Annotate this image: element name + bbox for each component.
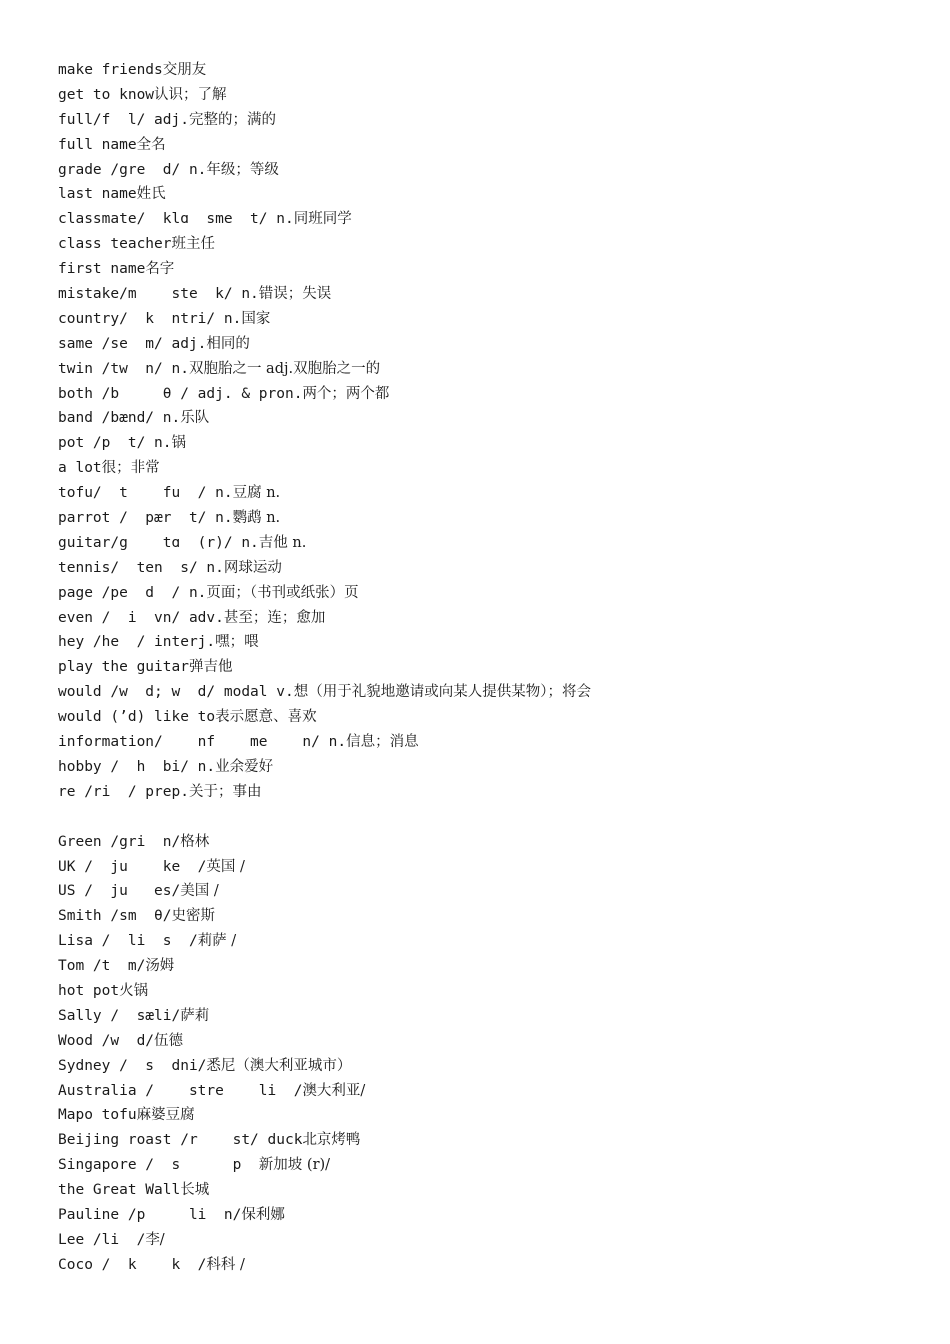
names-entry bbox=[58, 830, 591, 855]
chinese-meaning: 伍德 bbox=[154, 1032, 184, 1049]
english-term: same /se m/ adj. bbox=[58, 335, 207, 352]
words-entry bbox=[58, 755, 591, 780]
chinese-meaning: 错误；失误 bbox=[258, 286, 332, 303]
names-entry bbox=[58, 1103, 591, 1128]
names-entry bbox=[58, 855, 591, 880]
words-entry bbox=[58, 158, 591, 183]
english-term: Coco / k k / bbox=[58, 1256, 207, 1273]
words-entry bbox=[58, 481, 591, 506]
words-entry bbox=[58, 630, 591, 655]
english-term: play the guitar bbox=[58, 659, 189, 676]
english-term: country/ k ntri/ n. bbox=[58, 310, 242, 327]
english-term: Sydney / s dni/ bbox=[58, 1057, 207, 1074]
words-entry bbox=[58, 182, 591, 207]
chinese-meaning: 表示愿意、喜欢 bbox=[215, 709, 317, 726]
english-term: tofu/ t fu / n. bbox=[58, 485, 233, 502]
names-entry bbox=[58, 904, 591, 929]
english-term: Lisa / li s / bbox=[58, 933, 198, 950]
english-term: page /pe d / n. bbox=[58, 584, 207, 601]
words-entry bbox=[58, 431, 591, 456]
words-entry bbox=[58, 606, 591, 631]
chinese-meaning: 萨莉 bbox=[180, 1007, 210, 1024]
chinese-meaning: 关于；事由 bbox=[188, 783, 262, 800]
chinese-meaning: 锅 bbox=[171, 435, 186, 452]
english-term: mistake/m ste k/ n. bbox=[58, 286, 259, 303]
english-term: information/ nf me n/ n. bbox=[58, 734, 347, 751]
english-term: both /b θ / adj. & pron. bbox=[58, 385, 303, 402]
chinese-meaning: 悉尼（澳大利亚城市） bbox=[206, 1057, 352, 1074]
chinese-meaning: 业余爱好 bbox=[215, 758, 274, 775]
names-entry bbox=[58, 1079, 591, 1104]
chinese-meaning: 同班同学 bbox=[293, 211, 352, 228]
english-term: Wood /w d/ bbox=[58, 1032, 155, 1049]
english-term: Mapo tofu bbox=[58, 1107, 137, 1124]
words-entry bbox=[58, 332, 591, 357]
english-term: hey /he / interj. bbox=[58, 634, 216, 651]
words-entry bbox=[58, 282, 591, 307]
chinese-meaning: 信息；消息 bbox=[346, 734, 419, 751]
english-term: hobby / h bi/ n. bbox=[58, 758, 216, 775]
words-entry bbox=[58, 357, 591, 382]
chinese-meaning: 双胞胎之一 adj.双胞胎之一的 bbox=[188, 360, 381, 377]
words-entry bbox=[58, 207, 591, 232]
words-entry bbox=[58, 382, 591, 407]
english-term: Sally / sæli/ bbox=[58, 1007, 181, 1024]
english-term: first name bbox=[58, 261, 146, 278]
chinese-meaning: 想（用于礼貌地邀请或向某人提供某物）；将会 bbox=[293, 684, 591, 701]
chinese-meaning: 嘿；喂 bbox=[215, 634, 259, 651]
chinese-meaning: 北京烤鸭 bbox=[302, 1132, 361, 1149]
english-term: Smith /sm θ/ bbox=[58, 908, 172, 925]
english-term: pot /p t/ n. bbox=[58, 435, 172, 452]
chinese-meaning: 很；非常 bbox=[101, 460, 160, 477]
english-term: a lot bbox=[58, 460, 102, 477]
chinese-meaning: 鹦鹉 n. bbox=[232, 510, 281, 527]
names-entry bbox=[58, 1228, 591, 1253]
section-gap bbox=[58, 805, 591, 830]
names-entry bbox=[58, 954, 591, 979]
english-term: Beijing roast /r st/ duck bbox=[58, 1132, 303, 1149]
chinese-meaning: 格林 bbox=[180, 833, 210, 850]
chinese-meaning: 新加坡 (r)/ bbox=[258, 1157, 331, 1174]
names-entry bbox=[58, 1029, 591, 1054]
chinese-meaning: 吉他 n. bbox=[258, 534, 307, 551]
words-entry bbox=[58, 108, 591, 133]
chinese-meaning: 名字 bbox=[145, 261, 175, 278]
english-term: Green /gri n/ bbox=[58, 833, 181, 850]
words-entry bbox=[58, 83, 591, 108]
chinese-meaning: 麻婆豆腐 bbox=[136, 1107, 195, 1124]
english-term: hot pot bbox=[58, 982, 120, 999]
words-entry bbox=[58, 456, 591, 481]
english-term: tennis/ ten s/ n. bbox=[58, 559, 224, 576]
names-entry bbox=[58, 1004, 591, 1029]
vocabulary-list bbox=[58, 58, 591, 1278]
english-term: would (’d) like to bbox=[58, 709, 216, 726]
words-entry bbox=[58, 133, 591, 158]
names-entry bbox=[58, 879, 591, 904]
english-term: re /ri / prep. bbox=[58, 783, 189, 800]
english-term: class teacher bbox=[58, 236, 172, 253]
names-entry bbox=[58, 1253, 591, 1278]
english-term: make friends bbox=[58, 62, 163, 78]
chinese-meaning: 全名 bbox=[136, 136, 166, 153]
english-term: Tom /t m/ bbox=[58, 958, 146, 975]
words-entry bbox=[58, 680, 591, 705]
chinese-meaning: 国家 bbox=[241, 310, 271, 327]
chinese-meaning: 火锅 bbox=[119, 982, 149, 999]
chinese-meaning: 汤姆 bbox=[145, 958, 175, 975]
chinese-meaning: 美国 / bbox=[180, 883, 219, 900]
words-entry bbox=[58, 406, 591, 431]
chinese-meaning: 李/ bbox=[145, 1231, 165, 1248]
english-term: guitar/g tɑ (r)/ n. bbox=[58, 534, 259, 551]
words-entry bbox=[58, 655, 591, 680]
english-term: would /w d; w d/ modal v. bbox=[58, 684, 294, 701]
words-entry bbox=[58, 58, 591, 83]
english-term: grade /gre d/ n. bbox=[58, 161, 207, 178]
chinese-meaning: 年级；等级 bbox=[206, 161, 279, 178]
english-term: US / ju es/ bbox=[58, 883, 181, 900]
english-term: last name bbox=[58, 186, 137, 203]
english-term: Pauline /p li n/ bbox=[58, 1206, 242, 1223]
chinese-meaning: 甚至；连；愈加 bbox=[223, 609, 326, 626]
names-entry bbox=[58, 1054, 591, 1079]
english-term: the Great Wall bbox=[58, 1182, 181, 1199]
words-entry bbox=[58, 531, 591, 556]
chinese-meaning: 科科 / bbox=[206, 1256, 245, 1273]
chinese-meaning: 莉萨 / bbox=[197, 933, 237, 950]
english-term: even / i vn/ adv. bbox=[58, 609, 224, 626]
words-entry bbox=[58, 506, 591, 531]
chinese-meaning: 史密斯 bbox=[171, 908, 215, 925]
chinese-meaning: 认识；了解 bbox=[154, 86, 227, 103]
chinese-meaning: 网球运动 bbox=[223, 559, 282, 576]
names-entry bbox=[58, 929, 591, 954]
chinese-meaning: 班主任 bbox=[171, 236, 215, 253]
names-entry bbox=[58, 979, 591, 1004]
words-entry bbox=[58, 232, 591, 257]
english-term: Lee /li / bbox=[58, 1231, 146, 1248]
chinese-meaning: 保利娜 bbox=[241, 1206, 285, 1223]
chinese-meaning: 交朋友 bbox=[162, 62, 207, 78]
english-term: full name bbox=[58, 136, 137, 153]
english-term: twin /tw n/ n. bbox=[58, 360, 189, 377]
chinese-meaning: 乐队 bbox=[180, 410, 210, 427]
words-entry bbox=[58, 581, 591, 606]
english-term: UK / ju ke / bbox=[58, 858, 207, 875]
words-entry bbox=[58, 556, 591, 581]
chinese-meaning: 两个；两个都 bbox=[302, 385, 390, 402]
chinese-meaning: 相同的 bbox=[206, 335, 250, 352]
words-entry bbox=[58, 307, 591, 332]
words-entry bbox=[58, 730, 591, 755]
words-entry bbox=[58, 257, 591, 282]
english-term: classmate/ klɑ sme t/ n. bbox=[58, 211, 294, 228]
names-entry bbox=[58, 1203, 591, 1228]
english-term: Australia / stre li / bbox=[58, 1082, 303, 1099]
chinese-meaning: 豆腐 n. bbox=[232, 485, 281, 502]
english-term: full/f l/ adj. bbox=[58, 111, 189, 128]
chinese-meaning: 页面；（书刊或纸张）页 bbox=[206, 584, 359, 601]
chinese-meaning: 长城 bbox=[180, 1182, 210, 1199]
chinese-meaning: 姓氏 bbox=[136, 186, 166, 203]
words-entry bbox=[58, 780, 591, 805]
chinese-meaning: 英国 / bbox=[206, 858, 245, 875]
english-term: get to know bbox=[58, 86, 155, 103]
chinese-meaning: 弹吉他 bbox=[188, 659, 233, 676]
english-term: band /bænd/ n. bbox=[58, 410, 181, 427]
names-entry bbox=[58, 1153, 591, 1178]
english-term: parrot / pær t/ n. bbox=[58, 510, 233, 527]
names-entry bbox=[58, 1128, 591, 1153]
english-term: Singapore / s p bbox=[58, 1157, 259, 1174]
names-entry bbox=[58, 1178, 591, 1203]
words-entry bbox=[58, 705, 591, 730]
chinese-meaning: 完整的；满的 bbox=[188, 111, 276, 128]
chinese-meaning: 澳大利亚/ bbox=[302, 1082, 366, 1099]
